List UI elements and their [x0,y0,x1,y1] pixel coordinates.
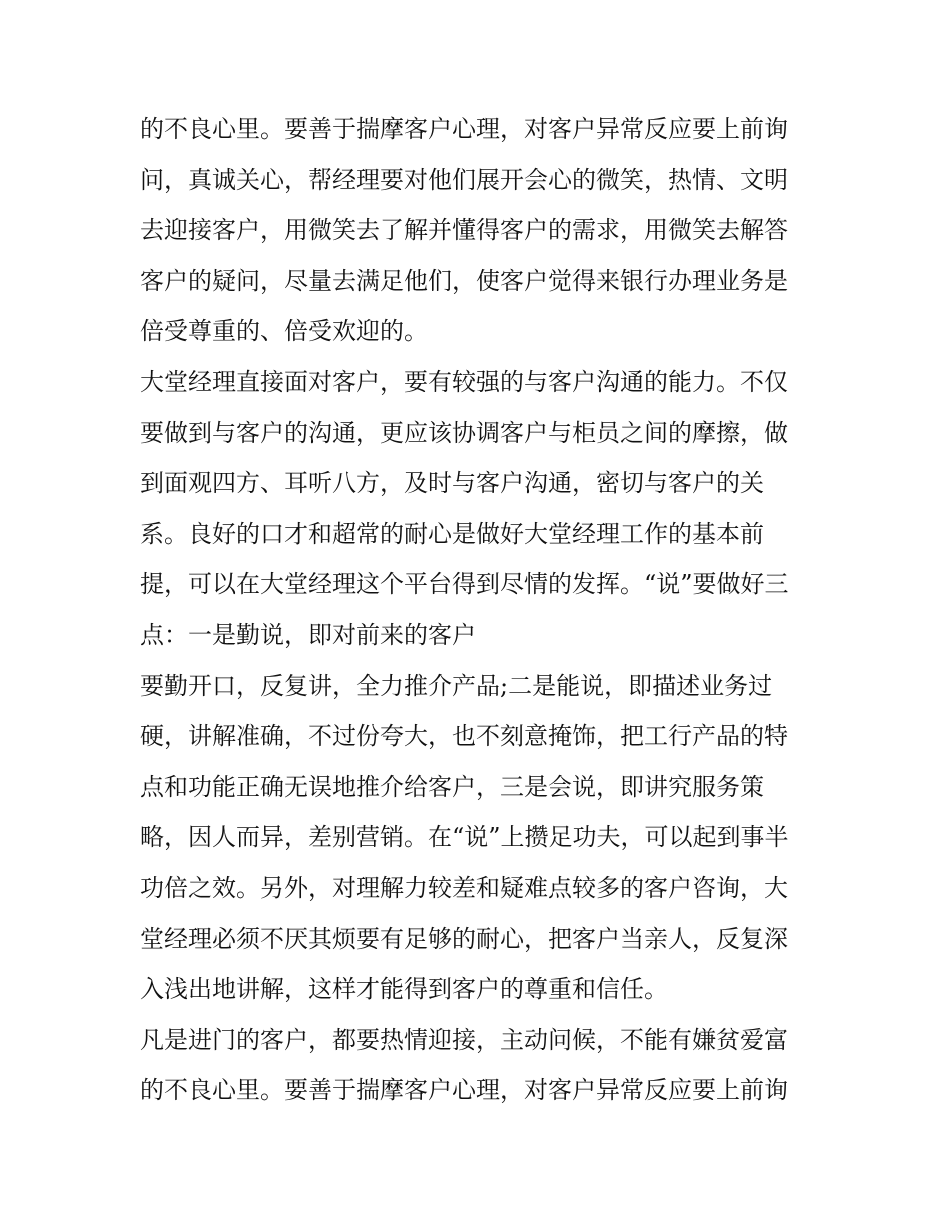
text-line: 功倍之效。另外，对理解力较差和疑难点较多的客户咨询，大 [140,873,788,902]
text-line: 的不良心里。要善于揣摩客户心理，对客户异常反应要上前询 [140,1076,788,1105]
text-line: 系。良好的口才和超常的耐心是做好大堂经理工作的基本前 [140,519,764,548]
text-line: 到面观四方、耳听八方，及时与客户沟通，密切与客户的关 [140,469,764,498]
text-line: 客户的疑问，尽量去满足他们，使客户觉得来银行办理业务是 [140,266,788,295]
text-line: 硬，讲解准确，不过份夸大，也不刻意掩饰，把工行产品的特 [140,722,788,751]
text-line: 入浅出地讲解，这样才能得到客户的尊重和信任。 [140,975,668,1004]
text-line: 去迎接客户，用微笑去了解并懂得客户的需求，用微笑去解答 [140,216,788,245]
text-line: 要勤开口，反复讲，全力推介产品;二是能说，即描述业务过 [140,671,773,700]
text-line: 的不良心里。要善于揣摩客户心理，对客户异常反应要上前询 [140,115,788,143]
text-line: 点和功能正确无误地推介给客户，三是会说，即讲究服务策 [140,772,764,801]
text-line: 倍受尊重的、倍受欢迎的。 [140,317,428,346]
body-text [140,104,820,1116]
text-line: 略，因人而异，差别营销。在“说”上攒足功夫，可以起到事半 [140,823,789,852]
text-line: 堂经理必须不厌其烦要有足够的耐心，把客户当亲人，反复深 [140,924,788,953]
text-line: 问，真诚关心，帮经理要对他们展开会心的微笑，热情、文明 [140,165,788,194]
text-line: 点：一是勤说，即对前来的客户 [140,620,476,649]
text-line: 提，可以在大堂经理这个平台得到尽情的发挥。“说”要做好三 [140,570,789,599]
text-line: 凡是进门的客户，都要热情迎接，主动问候，不能有嫌贫爱富 [140,1025,788,1054]
text-line: 要做到与客户的沟通，更应该协调客户与柜员之间的摩擦，做 [140,418,788,447]
text-line: 大堂经理直接面对客户，要有较强的与客户沟通的能力。不仅 [140,367,788,396]
